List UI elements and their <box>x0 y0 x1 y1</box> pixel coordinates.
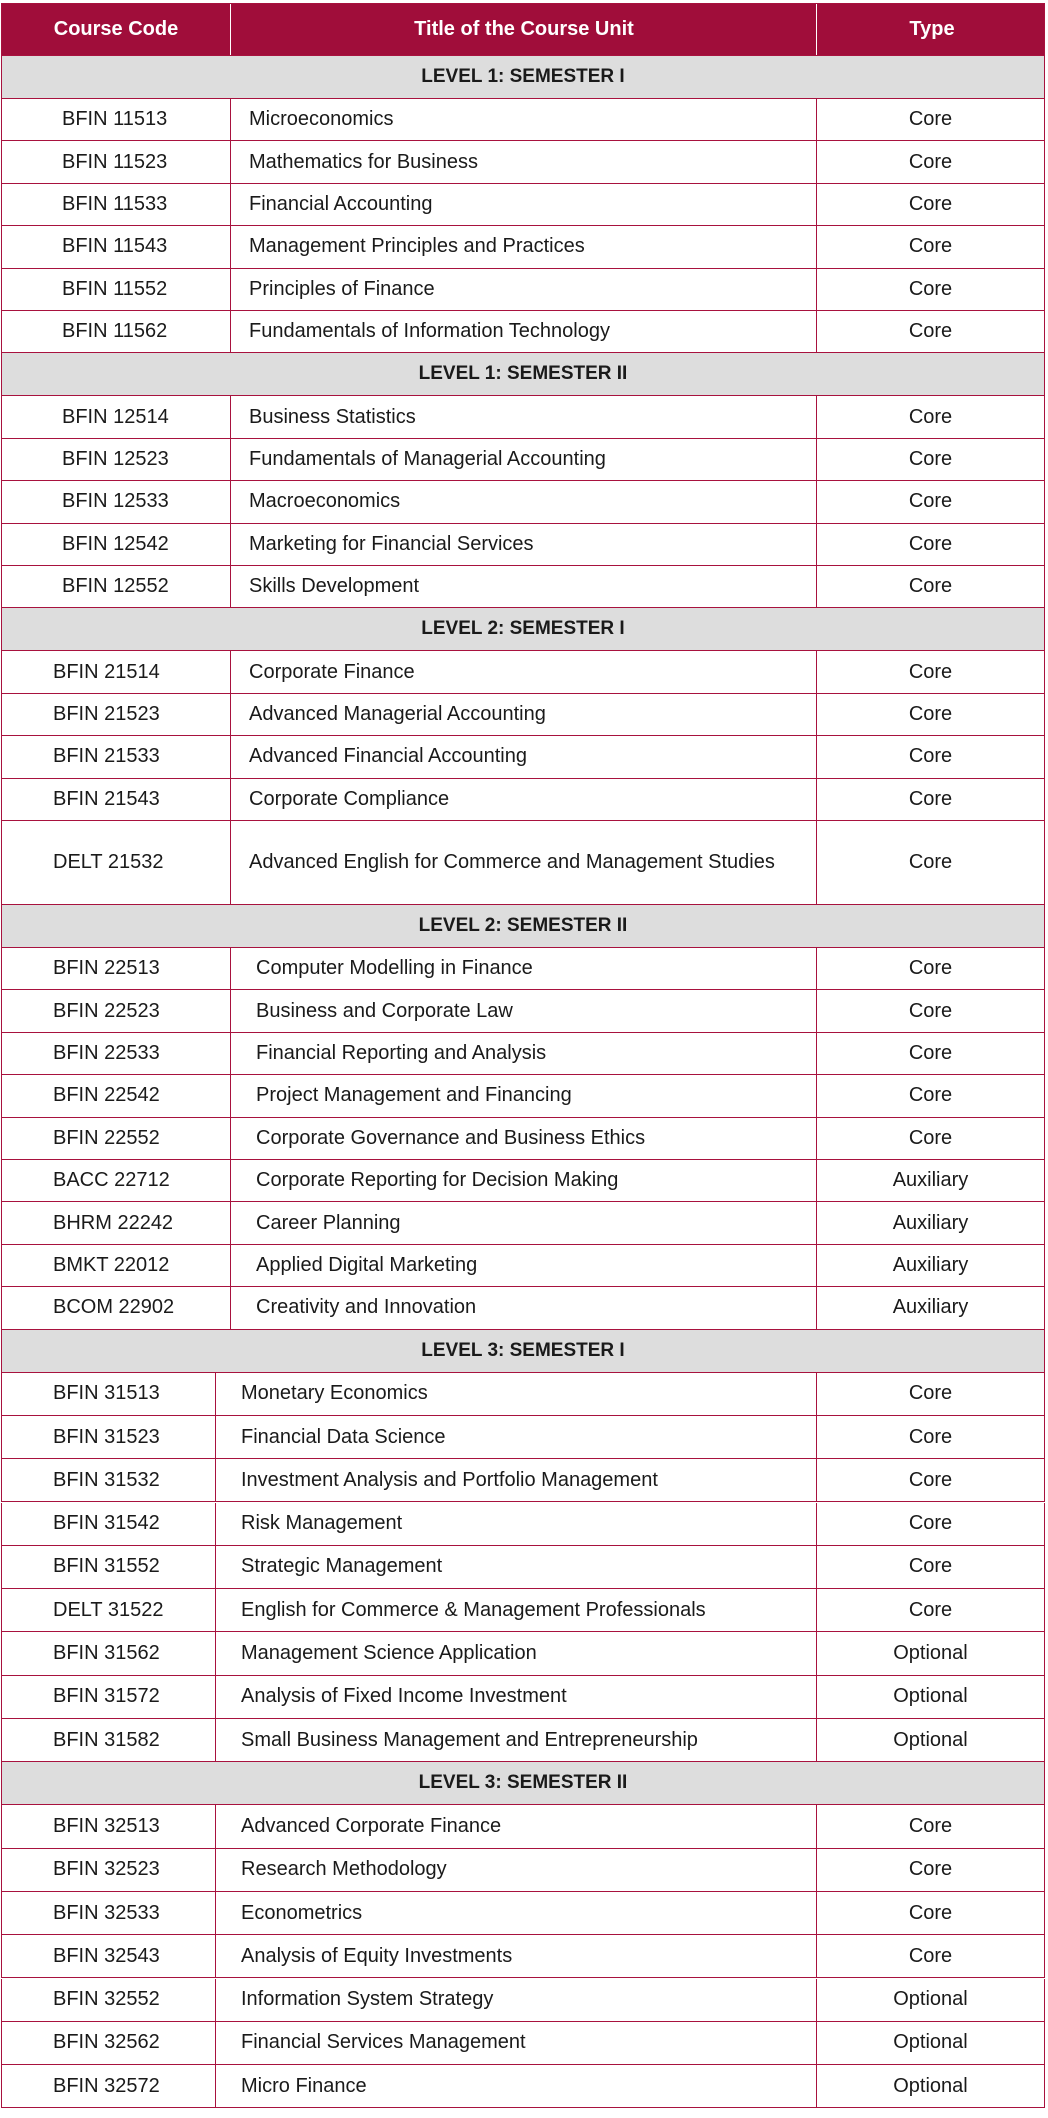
section-header <box>1 56 1045 99</box>
course-title: Management Principles and Practices <box>230 226 816 267</box>
course-title: Advanced English for Commerce and Management Studies <box>230 821 816 904</box>
course-code: BFIN 21533 <box>53 745 160 768</box>
course-title: Creativity and Innovation <box>230 1287 816 1328</box>
course-code: BFIN 22552 <box>53 1126 160 1149</box>
course-code: BFIN 11523 <box>62 150 168 173</box>
course-type: Auxiliary <box>816 1245 1044 1286</box>
course-code: BFIN 21523 <box>53 702 160 725</box>
course-title: Investment Analysis and Portfolio Management <box>215 1459 816 1501</box>
course-title: Mathematics for Business <box>230 141 816 182</box>
table-row <box>1 184 1045 226</box>
table-row <box>1 566 1045 608</box>
course-type: Auxiliary <box>816 1202 1044 1243</box>
table-row <box>1 311 1045 353</box>
course-title: Macroeconomics <box>230 481 816 522</box>
table-row <box>1 1805 1045 1848</box>
course-title: Monetary Economics <box>215 1373 816 1415</box>
table-row <box>1 1979 1045 2022</box>
course-code: BFIN 31542 <box>53 1512 160 1535</box>
table-row <box>1 1459 1045 1502</box>
course-type: Core <box>816 1075 1044 1116</box>
course-type: Core <box>816 439 1044 480</box>
course-type: Core <box>816 1805 1044 1847</box>
course-title: Corporate Compliance <box>230 779 816 820</box>
course-code: BFIN 12523 <box>62 447 169 470</box>
course-type: Optional <box>816 2065 1044 2107</box>
course-type: Core <box>816 821 1044 904</box>
course-title: Fundamentals of Information Technology <box>230 311 816 352</box>
table-row <box>1 1287 1045 1329</box>
course-type: Core <box>816 184 1044 225</box>
section-label: LEVEL 2: SEMESTER II <box>418 915 628 936</box>
course-code: BFIN 32572 <box>53 2074 160 2097</box>
course-code: BFIN 31552 <box>53 1555 160 1578</box>
course-code: BFIN 12533 <box>62 490 169 513</box>
table-row <box>1 2065 1045 2108</box>
course-type: Core <box>816 524 1044 565</box>
header-title: Title of the Course Unit <box>230 4 817 55</box>
course-title: Fundamentals of Managerial Accounting <box>230 439 816 480</box>
course-title: Analysis of Equity Investments <box>215 1935 816 1977</box>
course-type: Core <box>816 1589 1044 1631</box>
course-title: Analysis of Fixed Income Investment <box>215 1676 816 1718</box>
course-type: Core <box>816 1892 1044 1934</box>
header-type: Type <box>816 4 1047 55</box>
table-row <box>1 736 1045 778</box>
table-row <box>1 1075 1045 1117</box>
table-row <box>1 1160 1045 1202</box>
course-code: BFIN 21514 <box>53 660 160 683</box>
course-title: Principles of Finance <box>230 269 816 310</box>
course-code: BFIN 12552 <box>62 575 169 598</box>
course-title: Applied Digital Marketing <box>230 1245 816 1286</box>
table-row <box>1 524 1045 566</box>
header-code: Course Code <box>53 18 179 40</box>
section-header <box>1 1330 1045 1373</box>
course-title: Computer Modelling in Finance <box>230 948 816 989</box>
table-row <box>1 1589 1045 1632</box>
course-title: Project Management and Financing <box>230 1075 816 1116</box>
table-row <box>1 481 1045 523</box>
course-title: Information System Strategy <box>215 1979 816 2021</box>
course-title: Business and Corporate Law <box>230 990 816 1031</box>
course-code: BFIN 32513 <box>53 1814 160 1837</box>
course-type: Core <box>816 141 1044 182</box>
table-row <box>1 1416 1045 1459</box>
table-row <box>1 439 1045 481</box>
course-title: Skills Development <box>230 566 816 607</box>
course-type: Core <box>816 311 1044 352</box>
course-code: BFIN 12542 <box>62 532 169 555</box>
course-title: Micro Finance <box>215 2065 816 2107</box>
course-title: Risk Management <box>215 1503 816 1545</box>
course-code: BFIN 31513 <box>53 1382 160 1405</box>
table-row <box>1 1503 1045 1546</box>
course-code: BFIN 11562 <box>62 320 168 343</box>
course-code: BFIN 32543 <box>53 1944 160 1967</box>
course-type: Core <box>816 1416 1044 1458</box>
course-type: Core <box>816 1459 1044 1501</box>
course-title: Financial Data Science <box>215 1416 816 1458</box>
course-code: BFIN 31582 <box>53 1728 160 1751</box>
course-title: Small Business Management and Entrepreneurship <box>215 1719 816 1761</box>
table-row <box>1 1935 1045 1978</box>
course-type: Core <box>816 948 1044 989</box>
course-code: BFIN 32562 <box>53 2031 160 2054</box>
course-code: BFIN 31572 <box>53 1685 160 1708</box>
table-row <box>1 1892 1045 1935</box>
course-type: Core <box>816 990 1044 1031</box>
course-type: Core <box>816 1503 1044 1545</box>
course-code: BACC 22712 <box>53 1169 170 1192</box>
course-title: Corporate Governance and Business Ethics <box>230 1118 816 1159</box>
table-row <box>1 396 1045 438</box>
table-row <box>1 779 1045 821</box>
table-row <box>1 948 1045 990</box>
table-row <box>1 651 1045 693</box>
table-row <box>1 1118 1045 1160</box>
course-title: Advanced Financial Accounting <box>230 736 816 777</box>
course-type: Optional <box>816 1676 1044 1718</box>
course-title: Financial Reporting and Analysis <box>230 1033 816 1074</box>
table-row <box>1 226 1045 268</box>
course-type: Core <box>816 269 1044 310</box>
course-code: BFIN 22533 <box>53 1041 160 1064</box>
course-type: Core <box>816 651 1044 692</box>
course-type: Core <box>816 736 1044 777</box>
course-code: BFIN 11533 <box>62 192 168 215</box>
table-row <box>1 1546 1045 1589</box>
course-type: Core <box>816 1849 1044 1891</box>
course-type: Optional <box>816 2022 1044 2064</box>
course-code: BFIN 31523 <box>53 1425 160 1448</box>
course-type: Core <box>816 566 1044 607</box>
section-label: LEVEL 1: SEMESTER II <box>418 363 628 385</box>
course-type: Core <box>816 779 1044 820</box>
course-type: Core <box>816 1118 1044 1159</box>
course-type: Core <box>816 694 1044 735</box>
course-type: Core <box>816 1546 1044 1588</box>
course-title: English for Commerce & Management Professionals <box>215 1589 816 1631</box>
course-type: Core <box>816 1033 1044 1074</box>
course-code: BHRM 22242 <box>53 1211 174 1234</box>
section-header <box>1 353 1045 396</box>
course-code: BFIN 32552 <box>53 1988 160 2011</box>
course-code: BFIN 32533 <box>53 1901 160 1924</box>
section-header <box>1 608 1045 651</box>
table-row <box>1 821 1045 905</box>
course-type: Core <box>816 99 1044 140</box>
course-title: Financial Services Management <box>215 2022 816 2064</box>
course-type: Auxiliary <box>816 1160 1044 1201</box>
course-title: Corporate Finance <box>230 651 816 692</box>
course-type: Core <box>816 481 1044 522</box>
course-code: BFIN 11543 <box>62 235 168 258</box>
course-code: BFIN 22513 <box>53 957 160 980</box>
course-type: Core <box>816 1935 1044 1977</box>
course-code: BMKT 22012 <box>53 1253 170 1276</box>
table-row <box>1 1632 1045 1675</box>
course-type: Optional <box>816 1632 1044 1674</box>
course-code: BFIN 22542 <box>53 1084 160 1107</box>
course-title: Advanced Managerial Accounting <box>230 694 816 735</box>
course-type: Optional <box>816 1979 1044 2021</box>
course-type: Core <box>816 396 1044 437</box>
course-title: Business Statistics <box>230 396 816 437</box>
course-code: BFIN 31562 <box>53 1642 160 1665</box>
section-header <box>1 1762 1045 1805</box>
course-title: Marketing for Financial Services <box>230 524 816 565</box>
table-row <box>1 269 1045 311</box>
section-label: LEVEL 3: SEMESTER II <box>418 1772 628 1794</box>
table-row <box>1 141 1045 183</box>
course-code: BCOM 22902 <box>53 1296 175 1319</box>
table-row <box>1 1676 1045 1719</box>
section-header <box>1 905 1045 948</box>
section-label: LEVEL 3: SEMESTER I <box>421 1339 625 1361</box>
table-row <box>1 99 1045 141</box>
course-code: BFIN 11513 <box>62 108 168 131</box>
table-row <box>1 1719 1045 1762</box>
course-title: Strategic Management <box>215 1546 816 1588</box>
table-row <box>1 1033 1045 1075</box>
section-label: LEVEL 2: SEMESTER I <box>421 618 625 640</box>
course-type: Optional <box>816 1719 1044 1761</box>
course-title: Corporate Reporting for Decision Making <box>230 1160 816 1201</box>
course-title: Advanced Corporate Finance <box>215 1805 816 1847</box>
course-code: BFIN 21543 <box>53 787 160 810</box>
table-row <box>1 1373 1045 1416</box>
course-title: Management Science Application <box>215 1632 816 1674</box>
table-row <box>1 1849 1045 1892</box>
course-code: DELT 21532 <box>53 851 164 873</box>
course-type: Core <box>816 1373 1044 1415</box>
course-title: Career Planning <box>230 1202 816 1243</box>
course-type: Core <box>816 226 1044 267</box>
section-label: LEVEL 1: SEMESTER I <box>421 66 625 87</box>
table-row <box>1 1202 1045 1244</box>
course-code: BFIN 31532 <box>53 1468 160 1491</box>
course-title: Econometrics <box>215 1892 816 1934</box>
table-row <box>1 2022 1045 2065</box>
table-header-row <box>1 3 1045 56</box>
course-title: Research Methodology <box>215 1849 816 1891</box>
course-code: BFIN 12514 <box>62 405 169 428</box>
course-code: BFIN 11552 <box>62 277 168 300</box>
table-row <box>1 990 1045 1032</box>
course-code: DELT 31522 <box>53 1598 164 1621</box>
table-row <box>1 1245 1045 1287</box>
course-title: Microeconomics <box>230 99 816 140</box>
table-row <box>1 694 1045 736</box>
course-type: Auxiliary <box>816 1287 1044 1328</box>
course-code: BFIN 22523 <box>53 999 160 1022</box>
course-title: Financial Accounting <box>230 184 816 225</box>
course-code: BFIN 32523 <box>53 1858 160 1881</box>
